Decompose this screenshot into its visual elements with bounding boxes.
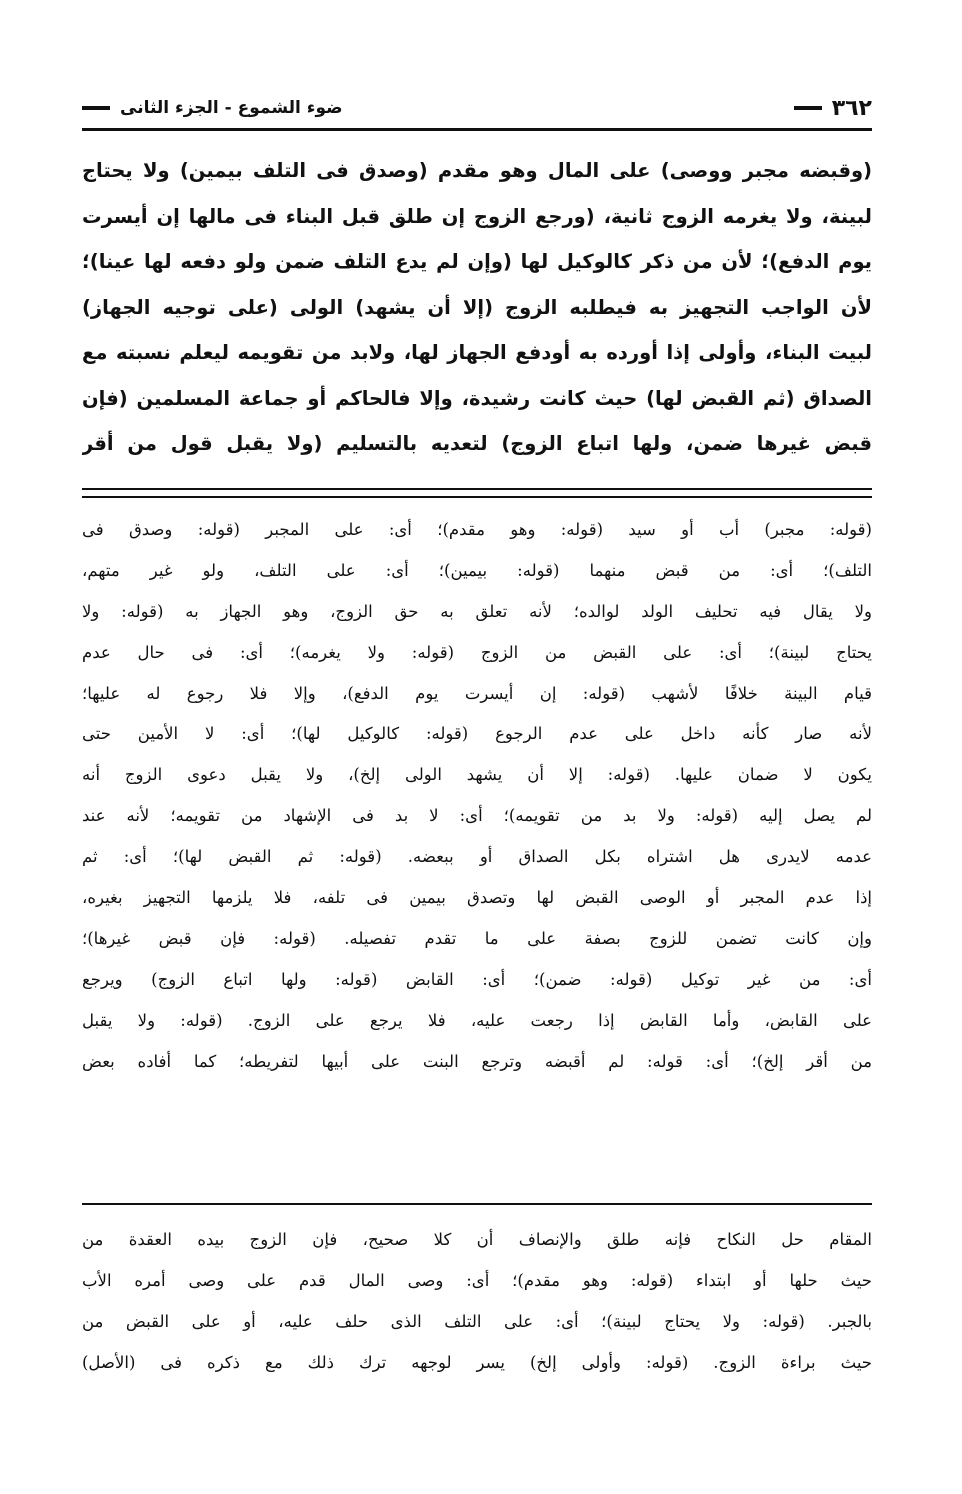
main-line: لبينة، ولا يغرمه الزوج ثانية، (ورجع الزوج إن طلق قبل البناء فى مالها إن أيسرت (82, 204, 872, 228)
commentary-line: على القابض، وأما القابض إذا رجعت عليه، فلا يرجع على الزوج. (قوله: ولا يقبل (82, 1010, 872, 1030)
commentary-line: أى: من غير توكيل (قوله: ضمن)؛ أى: القابض (قوله: ولها اتباع الزوج) ويرجع (82, 969, 872, 989)
commentary-text (82, 510, 872, 1082)
main-text (82, 148, 872, 467)
footnote-divider (82, 1203, 872, 1205)
commentary-line: ولا يقال فيه تحليف الولد لوالده؛ لأنه تعلق به حق الزوج، وهو الجهاز به (قوله: ولا (82, 601, 872, 621)
footnote-text (82, 1220, 872, 1384)
header-dash (82, 106, 110, 110)
section-divider (82, 488, 872, 490)
commentary-line: وإن كانت تضمن للزوج بصفة على ما تقدم تفصيله. (قوله: فإن قبض غيرها)؛ (82, 928, 872, 948)
commentary-line: عدمه لايدرى هل اشتراه بكل الصداق أو ببعضه. (قوله: ثم القبض لها)؛ أى: ثم (82, 847, 872, 867)
commentary-line: إذا عدم المجبر أو الوصى القبض لها وتصدق بيمين فى تلفه، فلا يلزمها التجهيز بغيره، (82, 888, 872, 908)
main-line: لبيت البناء، وأولى إذا أورده به أودفع الجهاز لها، ولابد من تقويمه ليعلم نسبته مع (82, 341, 872, 364)
commentary-line: قيام البينة خلافًا لأشهب (قوله: إن أيسرت يوم الدفع)، وإلا فلا رجوع له عليها؛ (82, 683, 872, 703)
main-line: (وقبضه مجبر ووصى) على المال وهو مقدم (وصدق فى التلف بيمين) ولا يحتاج (82, 159, 872, 182)
header-rule (82, 128, 872, 131)
commentary-line: من أقر إلخ)؛ أى: قوله: لم أقبضه وترجع البنت على أبيها لتفريطه؛ كما أفاده بعض (82, 1051, 872, 1071)
commentary-line: التلف)؛ أى: من قبض منهما (قوله: بيمين)؛ أى: على التلف، ولو غير متهم، (82, 560, 872, 580)
section-divider (82, 496, 872, 498)
footnote-line: المقام حل النكاح فإنه طلق والإنصاف أن كلا صحيح، فإن الزوج بيده العقدة من (82, 1230, 872, 1249)
footnote-line: حيث براءة الزوج. (قوله: وأولى إلخ) يسر لوجهه ترك ذلك مع ذكره فى (الأصل) (82, 1352, 872, 1372)
main-line: لأن الواجب التجهيز به فيطلبه الزوج (إلا أن يشهد) الولى (على توجيه الجهاز) (82, 295, 872, 319)
commentary-line: لم يصل إليه (قوله: ولا بد من تقويمه)؛ أى: لا بد فى الإشهاد من تقويمه؛ لأنه عند (82, 806, 872, 826)
main-line: قبض غيرها ضمن، ولها اتباع الزوج) لتعديه بالتسليم (ولا يقبل قول من أقر (82, 432, 872, 455)
header-dash (794, 106, 822, 110)
commentary-line: يكون لا ضمان عليها. (قوله: إلا أن يشهد الولى إلخ)، ولا يقبل دعوى الزوج أنه (82, 765, 872, 785)
commentary-line: يحتاج لبينة)؛ أى: على القبض من الزوج (قوله: ولا يغرمه)؛ أى: فى حال عدم (82, 642, 872, 662)
page-header (82, 88, 872, 128)
footnote-line: بالجبر. (قوله: ولا يحتاج لبينة)؛ أى: على التلف الذى حلف عليه، أو على القبض من (82, 1311, 872, 1331)
page-number: ٣٦٢ (831, 95, 872, 121)
commentary-line: (قوله: مجبر) أب أو سيد (قوله: وهو مقدم)؛ أى: على المجبر (قوله: وصدق فى (82, 520, 872, 539)
main-line: الصداق (ثم القبض لها) حيث كانت رشيدة، وإلا فالحاكم أو جماعة المسلمين (فإن (82, 386, 872, 410)
footnote-line: حيث حلها أو ابتداء (قوله: وهو مقدم)؛ أى: وصى المال قدم على وصى أمره الأب (82, 1270, 872, 1290)
main-line: يوم الدفع)؛ لأن من ذكر كالوكيل لها (وإن لم يدع التلف ضمن ولو دفعه لها عينا)؛ (82, 250, 872, 273)
commentary-line: لأنه صار كأنه داخل على عدم الرجوع (قوله: كالوكيل لها)؛ أى: لا الأمين حتى (82, 724, 872, 744)
book-title: ضوء الشموع - الجزء الثانى (120, 98, 343, 118)
